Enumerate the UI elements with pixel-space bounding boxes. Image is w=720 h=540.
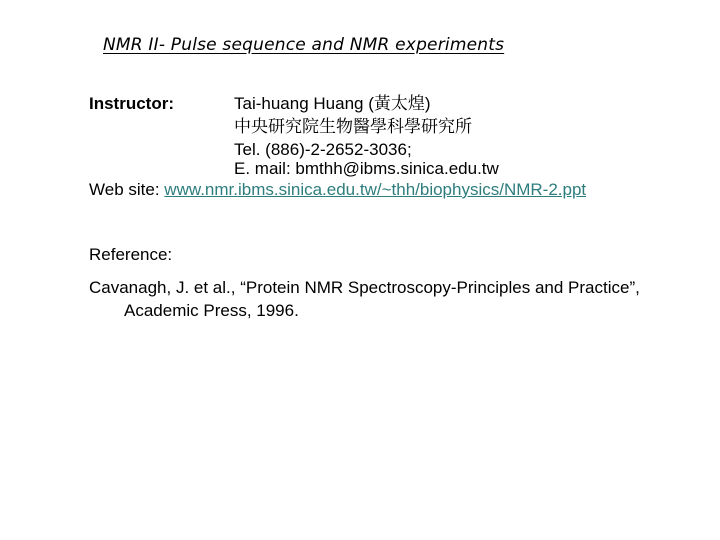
page-title: NMR II- Pulse sequence and NMR experiments — [103, 35, 505, 55]
website-label: Web site: — [89, 180, 160, 199]
instructor-email: E. mail: bmthh@ibms.sinica.edu.tw — [234, 159, 499, 178]
instructor-label: Instructor: — [89, 94, 174, 113]
website-line — [89, 179, 586, 200]
instructor-institute: 中央研究院生物醫學科學研究所 — [234, 117, 472, 136]
instructor-tel: Tel. (886)-2-2652-3036; — [234, 140, 412, 159]
website-link[interactable]: www.nmr.ibms.sinica.edu.tw/~thh/biophysics/NMR-2.ppt — [164, 180, 587, 199]
reference-citation-line1: Cavanagh, J. et al., “Protein NMR Spectroscopy-Principles and Practice”, — [89, 278, 640, 297]
instructor-name: Tai-huang Huang (黃太煌) — [234, 94, 431, 113]
reference-citation-line2: Academic Press, 1996. — [124, 301, 299, 320]
reference-label: Reference: — [89, 245, 173, 264]
